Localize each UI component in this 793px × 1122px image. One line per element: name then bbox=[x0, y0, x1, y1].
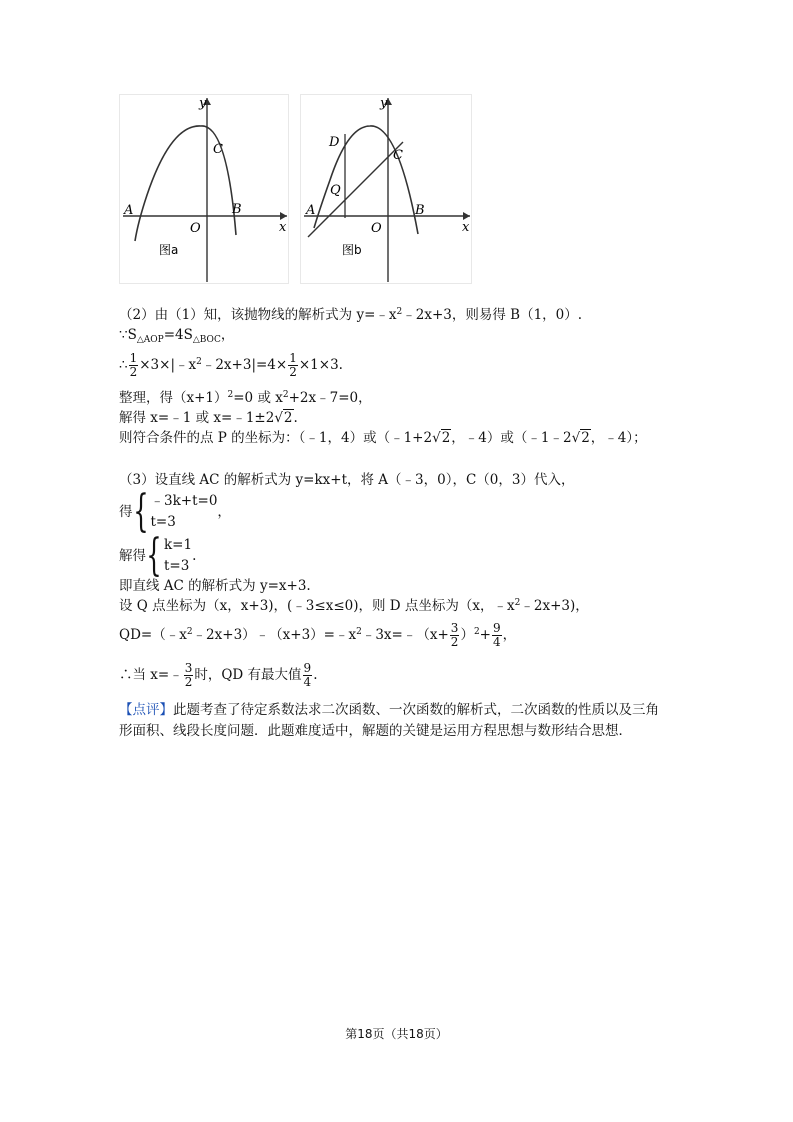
part2-line5: 解得 x=﹣1 或 x=﹣1±2√2. bbox=[119, 410, 298, 426]
part2-line2: $\because S_{\triangle AOP}=4S_{\triangle BOC}$， bbox=[119, 327, 235, 345]
figure-b-x-label: x bbox=[462, 220, 470, 235]
figure-a-frame bbox=[120, 95, 289, 284]
sqrt-2: √2 bbox=[274, 410, 293, 426]
part2-line3: ∴ $\frac{1}{2}$ $\times 3\times|﹣x^2﹣2x+3|=4\times$ $\frac{1}{2}$ ×1×3. bbox=[119, 351, 343, 379]
part3-line2 bbox=[119, 486, 231, 537]
brace: { bbox=[132, 486, 149, 537]
part3-line4: 即直线 AC 的解析式为 y=x+3. bbox=[119, 578, 311, 594]
part2-line4: 整理，得$(x+1)^2=0$ 或 $x^2+2x﹣7=0$， bbox=[119, 390, 372, 406]
comment-label: 【点评】 bbox=[119, 702, 173, 718]
equation-system-1: 得 { ﹣3k+t=0 t=3 ， bbox=[119, 486, 231, 537]
sqrt-2: √2 bbox=[571, 430, 590, 446]
figure-a-point-b: B bbox=[232, 202, 242, 217]
figure-b bbox=[300, 94, 472, 284]
part3-line6: $QD=(﹣x^2﹣2x+3)﹣(x+3)=﹣x^2﹣3x=﹣(x+$ $\frac{3}{2}$ ）$^2$+ $\frac{9}{4}$ ， bbox=[119, 621, 517, 649]
figure-a-point-a: A bbox=[124, 203, 134, 218]
comment-line1: 【点评】此题考查了待定系数法求二次函数、一次函数的解析式，二次函数的性质以及三角 bbox=[119, 702, 659, 718]
part2-line6: 则符合条件的点 P 的坐标为：（﹣1，4）或（﹣1+2√2，﹣4）或（﹣1﹣2√2，﹣4）； bbox=[119, 430, 647, 446]
figure-a bbox=[119, 94, 289, 284]
part3-line1: （3）设直线 AC 的解析式为 y=kx+t，将 A（﹣3，0），C（0，3）代入， bbox=[119, 472, 575, 488]
figure-b-point-q: Q bbox=[330, 183, 341, 198]
fraction-9-4: $\frac{9}{4}$ bbox=[492, 621, 501, 649]
fraction-half: $\frac{1}{2}$ bbox=[129, 351, 138, 379]
part2-line1: （2）由（1）知，该抛物线的解析式为 $y=﹣x^2﹣2x+3$，则易得 B（1，0）. bbox=[119, 307, 583, 323]
fraction-3-2: $\frac{3}{2}$ bbox=[184, 661, 193, 689]
figure-b-point-b: B bbox=[415, 203, 425, 218]
figure-a-x-label: x bbox=[279, 220, 287, 235]
figure-a-origin: O bbox=[190, 221, 201, 236]
figure-b-caption: 图b bbox=[342, 243, 362, 257]
equation-system-2: 解得 { k=1 t=3 . bbox=[119, 530, 197, 581]
comment-line2: 形面积、线段长度问题．此题难度适中，解题的关键是运用方程思想与数形结合思想． bbox=[119, 723, 632, 739]
figure-a-y-label: y bbox=[199, 96, 207, 111]
brace: { bbox=[146, 530, 162, 581]
part3-line7: ∴当 x=﹣ $\frac{3}{2}$ 时，QD 有最大值 $\frac{9}{4}$ . bbox=[119, 661, 318, 689]
sqrt-2: √2 bbox=[432, 430, 451, 446]
fraction-3-2: $\frac{3}{2}$ bbox=[450, 621, 459, 649]
fraction-half: $\frac{1}{2}$ bbox=[289, 351, 297, 379]
figure-b-origin: O bbox=[371, 221, 382, 236]
part3-line5: 设 Q 点坐标为（x，x+3)，(﹣3≤x≤0)，则 D 点坐标为（x，$﹣x^2﹣2x+3$)， bbox=[119, 598, 589, 614]
part3-line3 bbox=[119, 530, 197, 581]
figure-a-caption: 图a bbox=[159, 243, 179, 257]
figure-b-y-label: y bbox=[380, 96, 388, 111]
figure-a-point-c: C bbox=[213, 142, 223, 157]
figure-b-x-arrow bbox=[463, 212, 470, 220]
figure-b-point-c: C bbox=[393, 148, 403, 163]
fraction-9-4: $\frac{9}{4}$ bbox=[303, 661, 312, 689]
figure-b-point-d: D bbox=[329, 135, 340, 150]
figure-b-line-ac bbox=[308, 142, 403, 237]
figure-b-point-a: A bbox=[306, 203, 316, 218]
page-footer: 第18页（共18页） bbox=[345, 1027, 448, 1041]
figure-a-x-arrow bbox=[280, 212, 287, 220]
